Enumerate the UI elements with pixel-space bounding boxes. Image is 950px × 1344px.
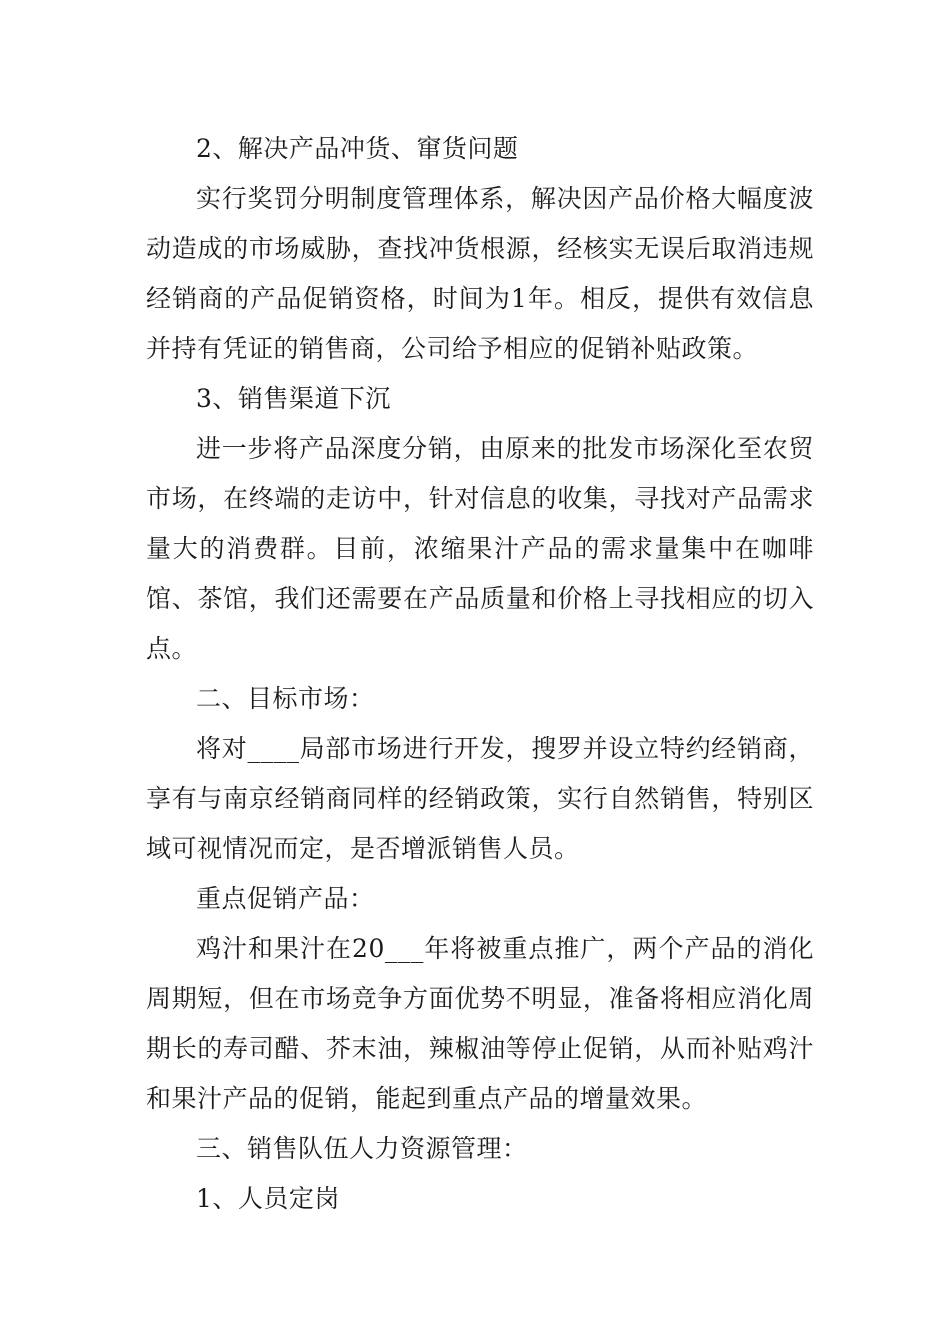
section-heading: 3、销售渠道下沉 [196, 384, 391, 413]
paragraph: 鸡汁和果汁在20___年将被重点推广，两个产品的消化周期短，但在市场竞争方面优势不明显，准备将相应消化周期长的寿司醋、芥末油，辣椒油等停止促销，从而补贴鸡汁和果汁产品的促销，能起到重点产品的增量效果。 [146, 934, 814, 1113]
section-heading: 三、销售队伍人力资源管理： [196, 1134, 528, 1163]
section-heading: 重点促销产品： [196, 884, 375, 913]
section-heading: 1、人员定岗 [196, 1184, 340, 1213]
paragraph: 进一步将产品深度分销，由原来的批发市场深化至农贸市场，在终端的走访中，针对信息的收集，寻找对产品需求量大的消费群。目前，浓缩果汁产品的需求量集中在咖啡馆、茶馆，我们还需要在产品质量和价格上寻找相应的切入点。 [146, 434, 814, 663]
section-heading: 2、解决产品冲货、窜货问题 [196, 134, 519, 163]
paragraph: 实行奖罚分明制度管理体系，解决因产品价格大幅度波动造成的市场威胁，查找冲货根源，经核实无误后取消违规经销商的产品促销资格，时间为1年。相反，提供有效信息并持有凭证的销售商，公司给予相应的促销补贴政策。 [146, 184, 814, 363]
paragraph: 将对____局部市场进行开发，搜罗并设立特约经销商，享有与南京经销商同样的经销政策，实行自然销售，特别区域可视情况而定，是否增派销售人员。 [146, 734, 814, 863]
document-body [146, 124, 814, 1224]
section-heading: 二、目标市场： [196, 684, 375, 713]
